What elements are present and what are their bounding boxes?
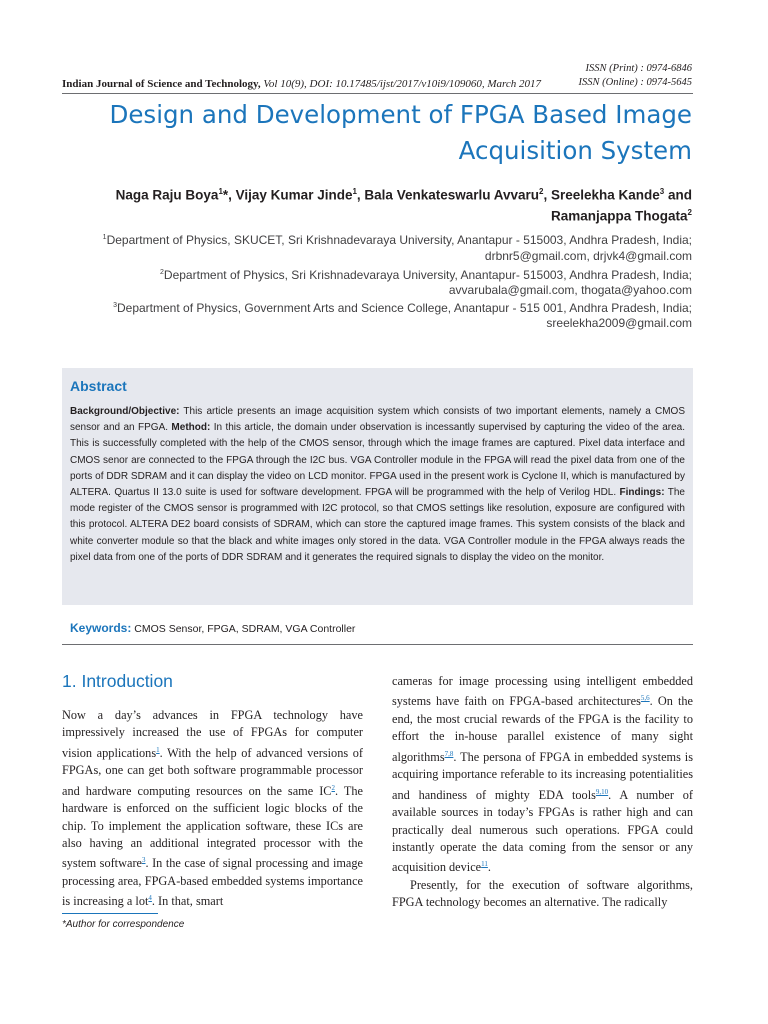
issn-print: ISSN (Print) : 0974-6846 [585, 63, 692, 74]
author-name: , Bala Venkateswarlu Avvaru [356, 187, 540, 203]
paper-title-line-2: Acquisition System [458, 136, 692, 165]
keywords-divider [62, 644, 693, 645]
body-text: . With the help of advanced versions of FPGAs, one can get both software programmable processor and hardware computing resources on the same IC [62, 745, 363, 798]
reference-link[interactable]: 7,8 [444, 749, 454, 758]
keywords-label: Keywords: [70, 621, 132, 635]
author-name: Naga Raju Boya [115, 187, 219, 203]
paragraph: Presently, for the execution of software algorithms, FPGA technology becomes an alternative. The radically [392, 877, 693, 910]
affiliation-marker: 2 [687, 208, 692, 217]
reference-link[interactable]: 4 [148, 894, 152, 903]
affiliation-2-emails: avvarubala@gmail.com, thogata@yahoo.com [448, 283, 692, 297]
section-heading-introduction: 1. Introduction [62, 671, 173, 691]
corresponding-marker: *, [222, 187, 236, 203]
author-list-line-2 [551, 202, 692, 227]
journal-citation [62, 78, 541, 90]
affiliation-marker: 1 [352, 187, 357, 196]
body-text: . The persona of FPGA in embedded systems is acquiring importance referable to its increasing potentialities and handiness of mighty EDA tools [392, 749, 693, 802]
paper-title-line-1: Design and Development of FPGA Based Image [109, 100, 692, 129]
affiliation-number: 1 [102, 234, 107, 241]
footnote-correspondence: *Author for correspondence [62, 919, 185, 930]
body-text: . In the case of signal processing and image processing area, FPGA-based embedded systems importance is increasing a lot [62, 856, 363, 909]
body-text: Now a day’s advances in FPGA technology have impressively increased the use of FPGAs for computer vision applications [62, 708, 363, 760]
issn-online: ISSN (Online) : 0974-5645 [578, 77, 692, 88]
journal-name: Indian Journal of Science and Technology, [62, 78, 261, 90]
affiliation-3-emails: sreelekha2009@gmail.com [546, 316, 692, 330]
affiliation-marker: 1 [218, 187, 223, 196]
reference-link[interactable]: 9,10 [595, 787, 609, 796]
body-text: . [487, 860, 491, 875]
header-divider [62, 93, 693, 94]
author-conjunction: and [664, 187, 692, 203]
body-text: cameras for image processing using intelligent embedded systems have faith on FPGA-based architectures [392, 674, 693, 709]
background-text: This article presents an image acquisition system which consists of two important elements, namely a CMOS sensor and an FPGA. [70, 406, 685, 434]
affiliation-marker: 3 [659, 187, 665, 196]
affiliation-address: Department of Physics, Sri Krishnadevaraya University, Anantapur- 515003, Andhra Pradesh, India; [163, 268, 692, 282]
method-text: In this article, the domain under observation is incessantly supervised by capturing the video of the area. This is successfully completed with the help of the CMOS sensor, through which the image frames are captured. Pixel data interface and CMOS senor are connected to the FPGA through the I2C bus. VGA Controller module in the FPGA will read the pixel data from one of the ports of DDR SDRAM and it can display the video on LCD monitor. FPGA used in the present work is Cyclone II, which is manufactured by ALTERA. Quartus II 13.0 suite is used for software development. FPGA will be programmed with the help of Verilog HDL. [70, 422, 685, 499]
reference-link[interactable]: 2 [331, 783, 336, 792]
keywords-text: CMOS Sensor, FPGA, SDRAM, VGA Controller [131, 623, 356, 635]
reference-link[interactable]: 5,6 [640, 694, 650, 703]
findings-text: The mode register of the CMOS sensor is programmed with I2C protocol, so that CMOS settings like resolution, exposure are configured with this protocol. ALTERA DE2 board consists of SDRAM, which can store the captured image frames. This system consists of the black and white converter module so that the black and white images only stored in the data. VGA Controller module in the FPGA always reads the pixel data from one of the ports of DDR SDRAM and it generates the required signals to display the video on the monitor. [70, 487, 685, 563]
paragraph [392, 673, 693, 877]
intro-left-column [62, 707, 363, 911]
journal-meta: Vol 10(9), DOI: 10.17485/ijst/2017/v10i9/109060, March 2017 [263, 78, 542, 90]
affiliation-1 [103, 229, 692, 249]
footnote-divider [62, 913, 158, 914]
body-text: . The hardware is enforced on the sufficient logic blocks of the chip. To implement the application software, these ICs are also having an additional integrated processor with the system software [62, 783, 363, 871]
reference-link[interactable]: 1 [156, 745, 160, 754]
affiliation-number: 3 [113, 302, 117, 309]
affiliation-number: 2 [160, 269, 164, 276]
findings-label: Findings: [619, 487, 665, 499]
body-text: . A number of available sources in today’s FPGAs is rather high and can practically deal numerous such operations. FPGA could instantly operate the data coming from the sensor or any acquisition device [392, 787, 693, 875]
author-name: Vijay Kumar Jinde [235, 187, 353, 203]
affiliation-marker: 2 [539, 187, 544, 196]
affiliation-address: Department of Physics, SKUCET, Sri Krishnadevaraya University, Anantapur - 515003, Andhra Pradesh, India; [106, 233, 692, 247]
reference-link[interactable]: 11 [481, 860, 488, 869]
author-name: , Sreelekha Kande [543, 187, 660, 203]
abstract-heading: Abstract [70, 378, 127, 394]
body-text: . In that, smart [151, 894, 224, 909]
abstract-body [70, 404, 685, 566]
body-text: . On the end, the most crucial rewards of the FPGA is the facility to effort the in-house parallel existence of many sight algorithms [392, 694, 694, 764]
reference-link[interactable]: 3 [142, 856, 146, 865]
author-name: Ramanjappa Thogata [551, 208, 688, 224]
intro-right-column [392, 673, 693, 912]
affiliation-address: Department of Physics, Government Arts and Science College, Anantapur - 515 001, Andhra Pradesh, India; [116, 301, 692, 315]
affiliation-1-emails: drbnr5@gmail.com, drjvk4@gmail.com [484, 249, 692, 263]
method-label: Method: [171, 422, 211, 434]
keywords [70, 621, 355, 635]
background-label: Background/Objective: [70, 406, 180, 417]
